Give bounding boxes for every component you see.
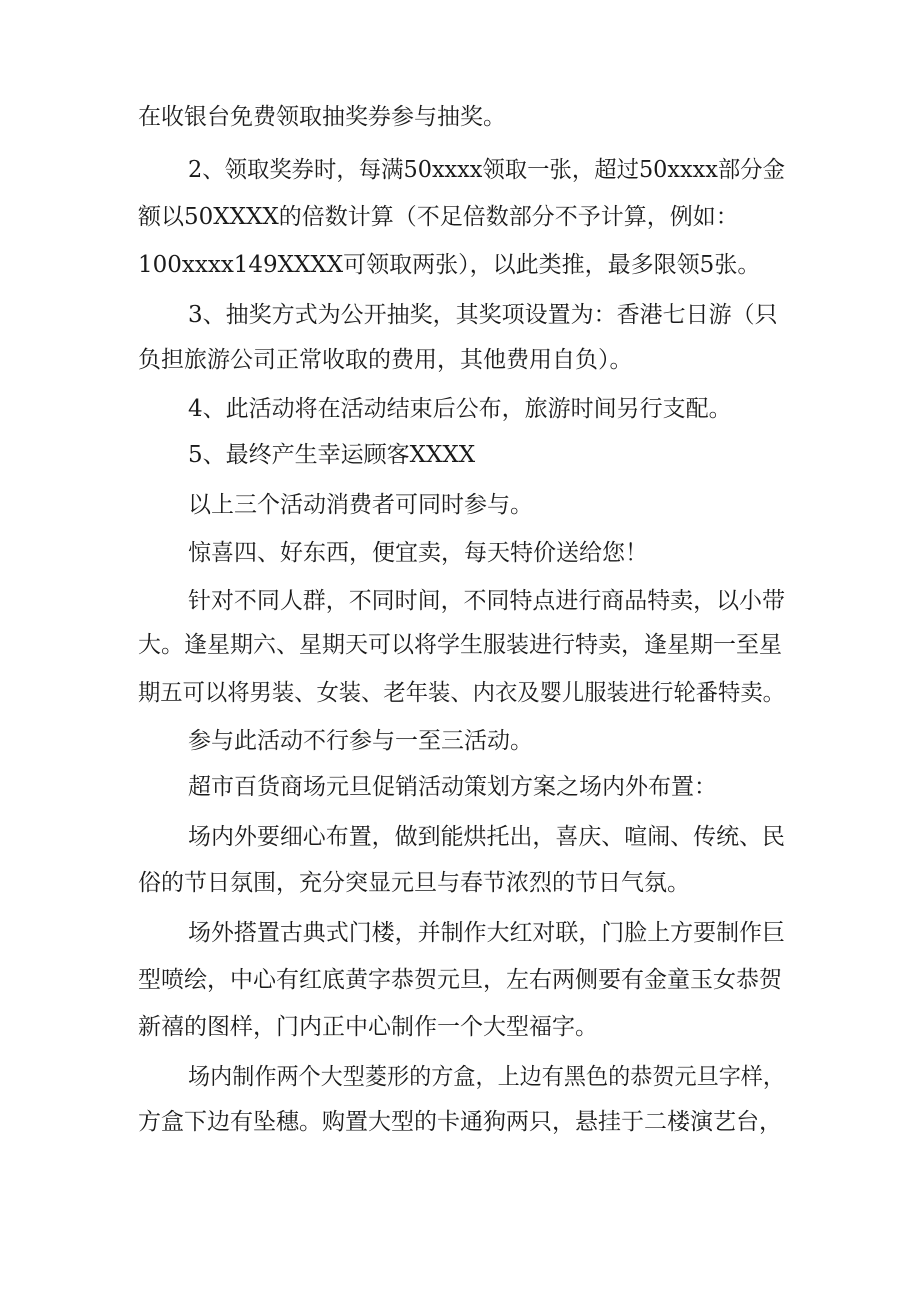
text-line: 超市百货商场元旦促销活动策划方案之场内外布置： xyxy=(188,774,717,800)
text-line: 5、最终产生幸运顾客XXXX xyxy=(188,442,476,468)
text-line: 针对不同人群，不同时间，不同特点进行商品特卖，以小带 xyxy=(188,588,785,614)
text-line: 惊喜四、好东西，便宜卖，每天特价送给您！ xyxy=(188,540,648,566)
text-line: 型喷绘，中心有红底黄字恭贺元旦，左右两侧要有金童玉女恭贺 xyxy=(138,967,782,993)
text-line: 在收银台免费领取抽奖券参与抽奖。 xyxy=(138,104,506,130)
text-line: 3、抽奖方式为公开抽奖，其奖项设置为：香港七日游（只 xyxy=(188,302,778,328)
text-line: 场内外要细心布置，做到能烘托出，喜庆、喧闹、传统、民 xyxy=(188,824,785,850)
text-line: 方盒下边有坠穗。购置大型的卡通狗两只，悬挂于二楼演艺台， xyxy=(138,1109,782,1135)
text-line: 新禧的图样，门内正中心制作一个大型福字。 xyxy=(138,1014,598,1040)
text-line: 场内制作两个大型菱形的方盒，上边有黑色的恭贺元旦字样， xyxy=(188,1064,786,1090)
text-line: 2、领取奖券时，每满50xxxx领取一张，超过50xxxx部分金 xyxy=(188,157,785,183)
text-line: 场外搭置古典式门楼，并制作大红对联，门脸上方要制作巨 xyxy=(188,920,785,946)
text-line: 4、此活动将在活动结束后公布，旅游时间另行支配。 xyxy=(188,396,732,422)
text-line: 额以50XXXX的倍数计算（不足倍数部分不予计算，例如： xyxy=(138,204,739,230)
text-line: 期五可以将男装、女装、老年装、内衣及婴儿服装进行轮番特卖。 xyxy=(138,680,785,706)
text-line: 参与此活动不行参与一至三活动。 xyxy=(188,728,533,754)
text-line: 俗的节日氛围，充分突显元旦与春节浓烈的节日气氛。 xyxy=(138,870,690,896)
text-line: 大。逢星期六、星期天可以将学生服装进行特卖，逢星期一至星 xyxy=(138,632,782,658)
text-line: 以上三个活动消费者可同时参与。 xyxy=(188,492,533,518)
text-line: 100xxxx149XXXX可领取两张），以此类推，最多限领5张。 xyxy=(138,252,761,278)
text-line: 负担旅游公司正常收取的费用，其他费用自负）。 xyxy=(138,347,633,373)
